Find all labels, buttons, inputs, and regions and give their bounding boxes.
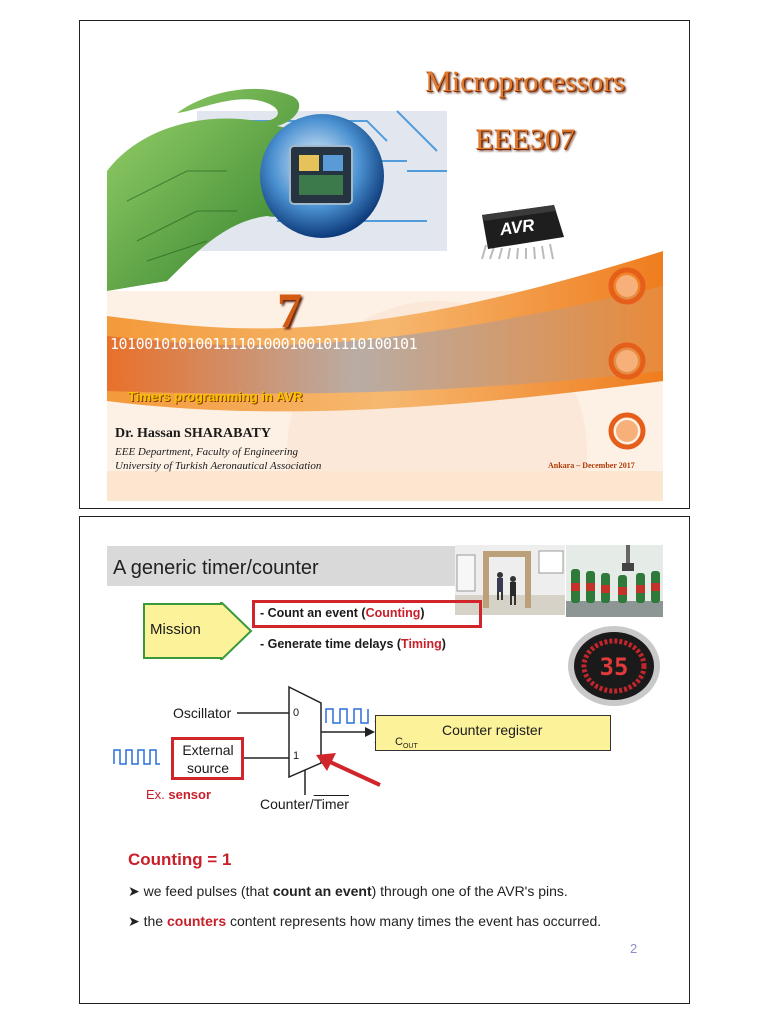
content-slide xyxy=(79,516,690,1004)
counter-register-label: Counter register xyxy=(442,722,543,738)
counting-heading: Counting = 1 xyxy=(128,850,232,869)
example-sensor: Ex. sensor xyxy=(146,787,212,802)
cout-label: $C_{OUT}$ xyxy=(395,736,418,751)
title-slide xyxy=(79,20,690,509)
oscillator-label: Oscillator xyxy=(173,705,232,721)
slide-title: A generic timer/counter xyxy=(113,557,319,579)
page-number: 2 xyxy=(630,941,638,956)
external-source-label: External source xyxy=(182,742,234,776)
bullet-feed-pulses: ➤ we feed pulses (that count an event) through one of the AVR's pins. xyxy=(128,883,568,899)
chapter-number: 7 xyxy=(277,282,302,338)
lecture-subtitle: Timers programming in AVR xyxy=(128,389,303,404)
author-department: EEE Department, Faculty of Engineering xyxy=(115,446,298,458)
author-name: Dr. Hassan SHARABATY xyxy=(115,426,271,441)
avr-chip-icon xyxy=(476,201,566,261)
course-code: EEE307 xyxy=(475,123,575,156)
mux-input-0: 0 xyxy=(293,707,300,719)
place-date: Ankara – December 2017 xyxy=(548,461,635,470)
bottle-counter-photo xyxy=(566,545,663,617)
mission-label: Mission xyxy=(150,621,201,638)
timer-value: 35 xyxy=(599,653,629,681)
goal-counting: - Count an event (Counting) xyxy=(260,606,425,620)
binary-strip: 101001010100111101000100101110100101 xyxy=(110,335,418,353)
author-university: University of Turkish Aeronautical Association xyxy=(115,460,322,472)
pulse-input-icon xyxy=(114,750,160,764)
counter-timer-select-label: Counter/Timer xyxy=(260,796,349,812)
multiplexer xyxy=(289,687,321,777)
goal-timing: - Generate time delays (Timing) xyxy=(260,637,446,651)
bullet-counter-content: ➤ the counters content represents how many times the event has occurred. xyxy=(128,913,602,929)
course-title: Microprocessors xyxy=(425,65,625,98)
mux-input-1: 1 xyxy=(293,750,300,762)
chip-label: AVR xyxy=(498,215,536,240)
pulse-output-icon xyxy=(326,709,368,723)
